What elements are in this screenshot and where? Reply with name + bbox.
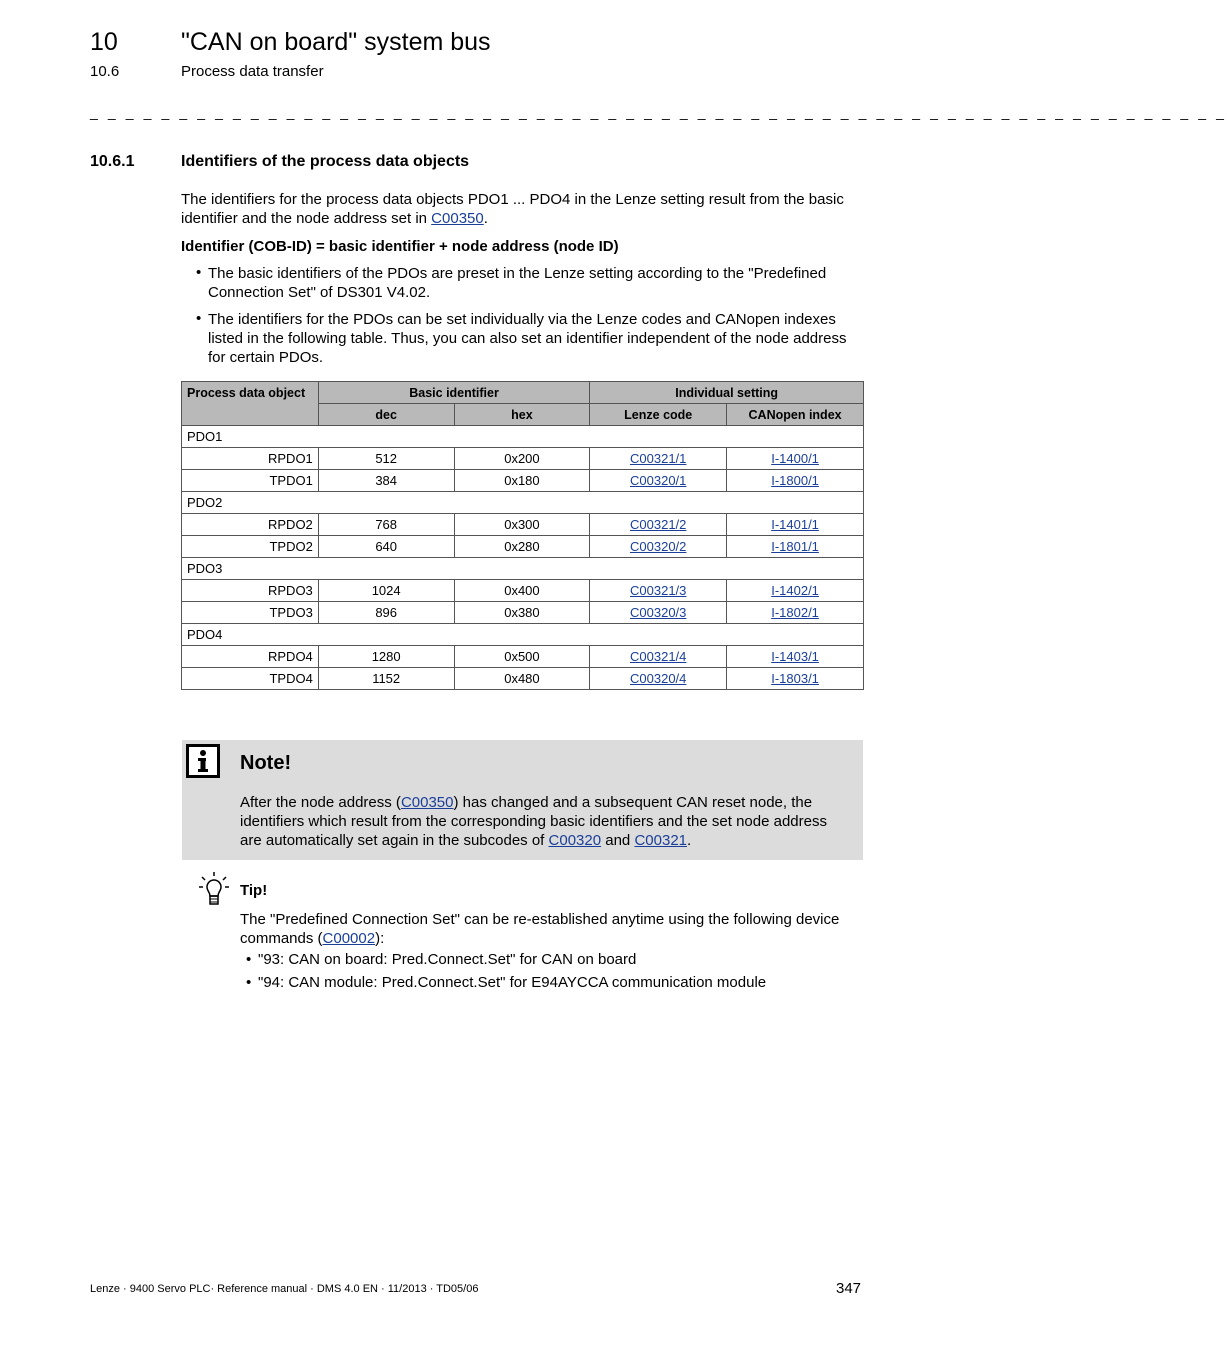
header-lenze-code: Lenze code [590,404,727,426]
table-row [182,646,864,668]
bullet-item: The basic identifiers of the PDOs are preset in the Lenze setting according to the "Predefined Connection Set" of DS301 V4.02. [208,265,827,301]
header-basic-identifier: Basic identifier [318,382,590,404]
pdo-identifier-table [181,381,864,690]
intro-paragraph [181,190,865,228]
tip-text [240,910,864,948]
bullet-dot: • [196,310,202,327]
link-lenze-code[interactable]: C00321/1 [630,451,687,466]
link-lenze-code[interactable]: C00321/2 [630,517,687,532]
group-name: PDO3 [182,558,864,580]
chapter-number: 10 [90,28,118,56]
bullet-dot: • [246,974,252,991]
link-lenze-code[interactable]: C00320/3 [630,605,687,620]
cell-hex: 0x500 [454,646,590,668]
header-canopen-index: CANopen index [727,404,864,426]
cell-object: RPDO3 [182,580,319,602]
bullet-item: The identifiers for the PDOs can be set individually via the Lenze codes and CANopen indexes listed in the following table. Thus, you can also set an identifier independent of the node address for certain PDOs. [208,311,847,366]
section-number: 10.6 [90,63,120,80]
cell-hex: 0x300 [454,514,590,536]
header-object: Process data object [182,382,319,426]
link-lenze-code[interactable]: C00321/3 [630,583,687,598]
table-group-row [182,624,864,646]
link-canopen-index[interactable]: I-1400/1 [771,451,819,466]
link-c00350[interactable]: C00350 [400,794,454,811]
cell-dec: 512 [318,448,454,470]
note-text-part: ) has changed and a subsequent CAN reset node, the identifiers which result from the corresponding basic identifiers and the set node address are automatically set again in the subcodes of [240,794,827,849]
link-canopen-index[interactable]: I-1800/1 [771,473,819,488]
cell-dec: 384 [318,470,454,492]
cell-dec: 1152 [318,668,454,690]
tip-title: Tip! [240,882,268,899]
table-row [182,514,864,536]
cell-hex: 0x280 [454,536,590,558]
cell-hex: 0x480 [454,668,590,690]
cell-object: RPDO4 [182,646,319,668]
link-canopen-index[interactable]: I-1402/1 [771,583,819,598]
link-canopen-index[interactable]: I-1401/1 [771,517,819,532]
cell-object: TPDO1 [182,470,319,492]
footer-text: Lenze · 9400 Servo PLC· Reference manual · DMS 4.0 EN · 11/2013 · TD05/06 [90,1283,479,1295]
table-group-row [182,558,864,580]
note-title: Note! [240,752,292,774]
bullet-dot: • [246,951,252,968]
link-c00002[interactable]: C00002 [322,930,376,947]
cell-object: TPDO4 [182,668,319,690]
link-lenze-code[interactable]: C00320/1 [630,473,687,488]
table-row [182,668,864,690]
tip-bullet-item: "93: CAN on board: Pred.Connect.Set" for CAN on board [258,951,637,968]
formula-text: Identifier (COB-ID) = basic identifier + node address (node ID) [181,238,619,255]
cell-object: TPDO3 [182,602,319,624]
link-canopen-index[interactable]: I-1403/1 [771,649,819,664]
note-text-part: After the node address ( [240,794,401,811]
cell-hex: 0x200 [454,448,590,470]
group-name: PDO1 [182,426,864,448]
link-c00320[interactable]: C00320 [548,832,602,849]
link-lenze-code[interactable]: C00320/2 [630,539,687,554]
cell-dec: 768 [318,514,454,536]
tip-bullet-item: "94: CAN module: Pred.Connect.Set" for E94AYCCA communication module [258,974,767,991]
header-hex: hex [454,404,590,426]
section-title: Process data transfer [181,63,324,80]
table-row [182,602,864,624]
table-row [182,580,864,602]
link-c00321[interactable]: C00321 [634,832,687,849]
link-c00350[interactable]: C00350 [431,210,484,227]
group-name: PDO4 [182,624,864,646]
cell-dec: 1024 [318,580,454,602]
header-individual-setting: Individual setting [590,382,864,404]
table-row [182,536,864,558]
subsection-number: 10.6.1 [90,153,135,170]
cell-object: RPDO1 [182,448,319,470]
link-lenze-code[interactable]: C00321/4 [630,649,687,664]
tip-text-part: The "Predefined Connection Set" can be re-established anytime using the following device commands ( [240,911,840,947]
subsection-title: Identifiers of the process data objects [181,153,470,170]
bullet-dot: • [196,264,202,281]
note-text-part: and [601,832,635,849]
header-dec: dec [318,404,454,426]
table-row [182,470,864,492]
cell-hex: 0x400 [454,580,590,602]
intro-text: The identifiers for the process data objects PDO1 ... PDO4 in the Lenze setting result from the basic identifier and the node address set in [181,191,844,227]
page-number: 347 [836,1280,862,1297]
chapter-title: "CAN on board" system bus [181,28,491,56]
cell-dec: 640 [318,536,454,558]
link-canopen-index[interactable]: I-1802/1 [771,605,819,620]
cell-dec: 1280 [318,646,454,668]
intro-text-end: . [483,210,488,227]
header-separator: _ _ _ _ _ _ _ _ _ _ _ _ _ _ _ _ _ _ _ _ _ _ _ _ _ _ _ _ _ _ _ _ _ _ _ _ _ _ _ _ _ _ _ _ _ _ _ _ _ _ _ _ _ _ _ _ _ _ _ _ _ _ _ _ [90,104,1227,120]
note-text-part: . [687,832,692,849]
cell-hex: 0x380 [454,602,590,624]
table-group-row [182,492,864,514]
cell-hex: 0x180 [454,470,590,492]
table-group-row [182,426,864,448]
link-lenze-code[interactable]: C00320/4 [630,671,687,686]
lightbulb-icon [199,872,229,906]
note-text [240,793,850,850]
tip-text-part: ): [375,930,385,947]
link-canopen-index[interactable]: I-1803/1 [771,671,819,686]
link-canopen-index[interactable]: I-1801/1 [771,539,819,554]
table-row [182,448,864,470]
info-icon [186,744,220,778]
cell-object: TPDO2 [182,536,319,558]
cell-object: RPDO2 [182,514,319,536]
cell-dec: 896 [318,602,454,624]
group-name: PDO2 [182,492,864,514]
